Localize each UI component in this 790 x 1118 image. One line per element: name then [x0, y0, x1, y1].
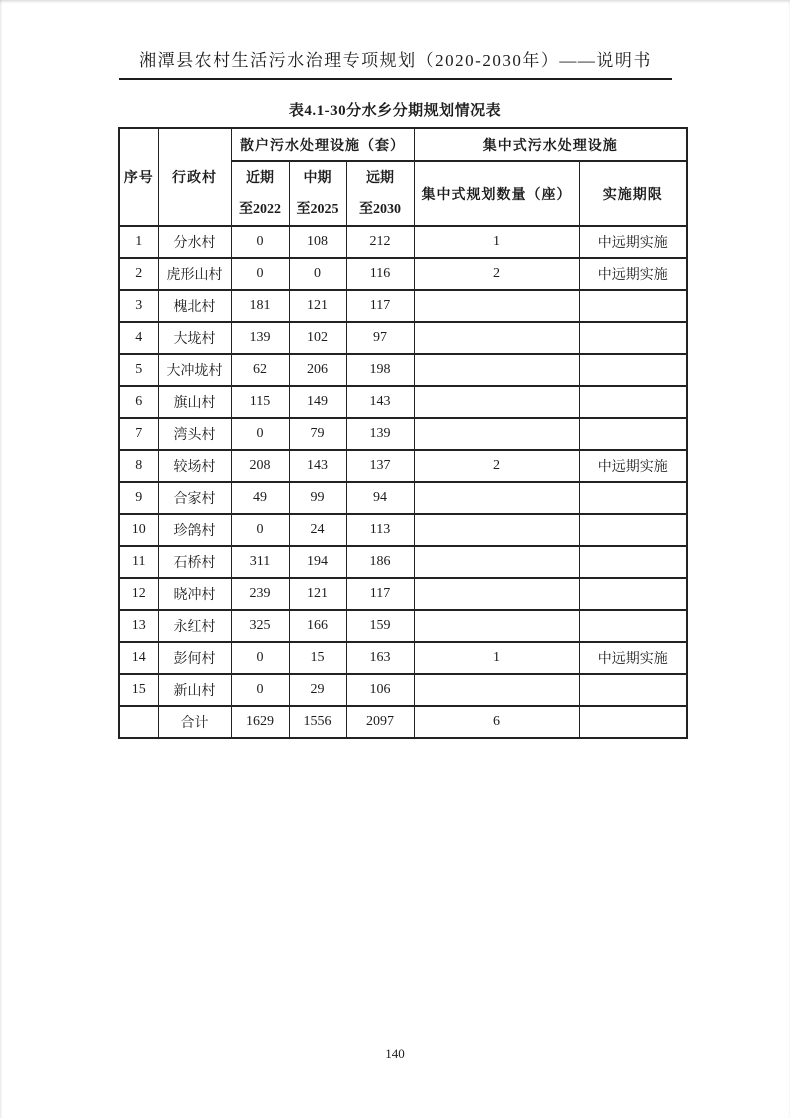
- cell-far: 117: [346, 290, 414, 322]
- cell-mid: 99: [289, 482, 346, 514]
- cell-count: 6: [414, 706, 579, 738]
- cell-period: 中远期实施: [579, 450, 687, 482]
- cell-mid: 79: [289, 418, 346, 450]
- cell-count: [414, 514, 579, 546]
- cell-no: 11: [119, 546, 158, 578]
- col-header-period: 实施期限: [579, 161, 687, 226]
- cell-no: 12: [119, 578, 158, 610]
- cell-period: [579, 482, 687, 514]
- table-row: [119, 354, 687, 386]
- cell-period: [579, 418, 687, 450]
- near-term-label: 近期: [246, 170, 274, 186]
- table-body: [119, 226, 687, 738]
- col-header-far-term: [346, 161, 414, 226]
- table-row-total: [119, 706, 687, 738]
- cell-mid: 108: [289, 226, 346, 258]
- cell-far: 139: [346, 418, 414, 450]
- cell-count: [414, 546, 579, 578]
- col-header-near-term: [231, 161, 289, 226]
- table-row: [119, 546, 687, 578]
- cell-period: [579, 674, 687, 706]
- cell-near: 139: [231, 322, 289, 354]
- cell-period: [579, 354, 687, 386]
- cell-no: 9: [119, 482, 158, 514]
- cell-near: 181: [231, 290, 289, 322]
- cell-period: [579, 322, 687, 354]
- cell-mid: 194: [289, 546, 346, 578]
- cell-period: [579, 610, 687, 642]
- cell-near: 0: [231, 674, 289, 706]
- cell-mid: 102: [289, 322, 346, 354]
- cell-count: [414, 578, 579, 610]
- cell-mid: 24: [289, 514, 346, 546]
- cell-count: [414, 610, 579, 642]
- cell-period: 中远期实施: [579, 226, 687, 258]
- cell-count: [414, 386, 579, 418]
- cell-period: [579, 578, 687, 610]
- cell-far: 143: [346, 386, 414, 418]
- cell-village: 珍鸽村: [158, 514, 231, 546]
- cell-village: 大冲垅村: [158, 354, 231, 386]
- col-header-centralized-count: 集中式规划数量（座）: [414, 161, 579, 226]
- cell-mid: 143: [289, 450, 346, 482]
- cell-far: 2097: [346, 706, 414, 738]
- mid-term-label: 中期: [303, 170, 332, 186]
- cell-village: 较场村: [158, 450, 231, 482]
- cell-far: 117: [346, 578, 414, 610]
- cell-mid: 29: [289, 674, 346, 706]
- cell-no: 2: [119, 258, 158, 290]
- cell-mid: 0: [289, 258, 346, 290]
- table-row: [119, 642, 687, 674]
- planning-table: [118, 127, 688, 739]
- table-row: [119, 674, 687, 706]
- document-header-title: 湘潭县农村生活污水治理专项规划（2020-2030年）——说明书: [119, 46, 672, 80]
- cell-no: 1: [119, 226, 158, 258]
- cell-village: 槐北村: [158, 290, 231, 322]
- cell-village: 石桥村: [158, 546, 231, 578]
- cell-count: [414, 482, 579, 514]
- col-group-centralized: 集中式污水处理设施: [414, 128, 687, 161]
- cell-near: 0: [231, 258, 289, 290]
- col-header-index: 序号: [119, 128, 158, 226]
- cell-near: 208: [231, 450, 289, 482]
- cell-no: 4: [119, 322, 158, 354]
- table-row: [119, 418, 687, 450]
- far-term-year: 至2030: [359, 201, 401, 217]
- cell-no: 8: [119, 450, 158, 482]
- table-row: [119, 482, 687, 514]
- table-row: [119, 610, 687, 642]
- cell-mid: 206: [289, 354, 346, 386]
- cell-near: 325: [231, 610, 289, 642]
- cell-far: 97: [346, 322, 414, 354]
- cell-mid: 149: [289, 386, 346, 418]
- cell-village: 永红村: [158, 610, 231, 642]
- cell-near: 62: [231, 354, 289, 386]
- cell-count: 2: [414, 450, 579, 482]
- cell-far: 159: [346, 610, 414, 642]
- cell-near: 115: [231, 386, 289, 418]
- page-number: 140: [385, 1046, 405, 1061]
- cell-count: [414, 674, 579, 706]
- cell-period: 中远期实施: [579, 258, 687, 290]
- cell-far: 94: [346, 482, 414, 514]
- cell-mid: 121: [289, 290, 346, 322]
- cell-count: [414, 354, 579, 386]
- header-row-group: [119, 128, 687, 161]
- cell-no: [119, 706, 158, 738]
- table-row: [119, 290, 687, 322]
- cell-village: 晓冲村: [158, 578, 231, 610]
- cell-near: 311: [231, 546, 289, 578]
- cell-near: 0: [231, 226, 289, 258]
- cell-period: [579, 386, 687, 418]
- cell-village: 分水村: [158, 226, 231, 258]
- cell-count: 1: [414, 642, 579, 674]
- cell-no: 14: [119, 642, 158, 674]
- cell-no: 5: [119, 354, 158, 386]
- cell-far: 163: [346, 642, 414, 674]
- cell-near: 0: [231, 642, 289, 674]
- cell-no: 3: [119, 290, 158, 322]
- cell-period: [579, 706, 687, 738]
- cell-mid: 15: [289, 642, 346, 674]
- cell-near: 1629: [231, 706, 289, 738]
- cell-far: 106: [346, 674, 414, 706]
- cell-count: [414, 290, 579, 322]
- cell-village: 旗山村: [158, 386, 231, 418]
- table-row: [119, 450, 687, 482]
- col-header-mid-term: [289, 161, 346, 226]
- cell-no: 13: [119, 610, 158, 642]
- cell-village: 大垅村: [158, 322, 231, 354]
- table-row: [119, 386, 687, 418]
- cell-near: 49: [231, 482, 289, 514]
- cell-period: [579, 514, 687, 546]
- col-header-village: 行政村: [158, 128, 231, 226]
- cell-far: 113: [346, 514, 414, 546]
- cell-period: 中远期实施: [579, 642, 687, 674]
- cell-count: [414, 322, 579, 354]
- cell-period: [579, 290, 687, 322]
- cell-far: 186: [346, 546, 414, 578]
- table-header: [119, 128, 687, 226]
- table-row: [119, 258, 687, 290]
- table-row: [119, 322, 687, 354]
- near-term-year: 至2022: [239, 201, 281, 217]
- cell-count: 2: [414, 258, 579, 290]
- table-caption: 表4.1-30分水乡分期规划情况表: [288, 103, 502, 119]
- far-term-label: 远期: [366, 170, 394, 186]
- table-row: [119, 578, 687, 610]
- cell-village: 合计: [158, 706, 231, 738]
- cell-count: [414, 418, 579, 450]
- col-group-scattered: 散户污水处理设施（套）: [231, 128, 414, 161]
- cell-no: 15: [119, 674, 158, 706]
- cell-village: 虎形山村: [158, 258, 231, 290]
- mid-term-year: 至2025: [296, 201, 339, 217]
- cell-village: 彭何村: [158, 642, 231, 674]
- cell-no: 7: [119, 418, 158, 450]
- cell-mid: 1556: [289, 706, 346, 738]
- cell-period: [579, 546, 687, 578]
- cell-far: 137: [346, 450, 414, 482]
- cell-near: 0: [231, 418, 289, 450]
- cell-near: 0: [231, 514, 289, 546]
- cell-village: 湾头村: [158, 418, 231, 450]
- cell-near: 239: [231, 578, 289, 610]
- cell-no: 6: [119, 386, 158, 418]
- table-row: [119, 514, 687, 546]
- table-row: [119, 226, 687, 258]
- cell-no: 10: [119, 514, 158, 546]
- cell-mid: 166: [289, 610, 346, 642]
- cell-village: 合家村: [158, 482, 231, 514]
- cell-village: 新山村: [158, 674, 231, 706]
- cell-far: 116: [346, 258, 414, 290]
- cell-far: 212: [346, 226, 414, 258]
- cell-mid: 121: [289, 578, 346, 610]
- cell-count: 1: [414, 226, 579, 258]
- cell-far: 198: [346, 354, 414, 386]
